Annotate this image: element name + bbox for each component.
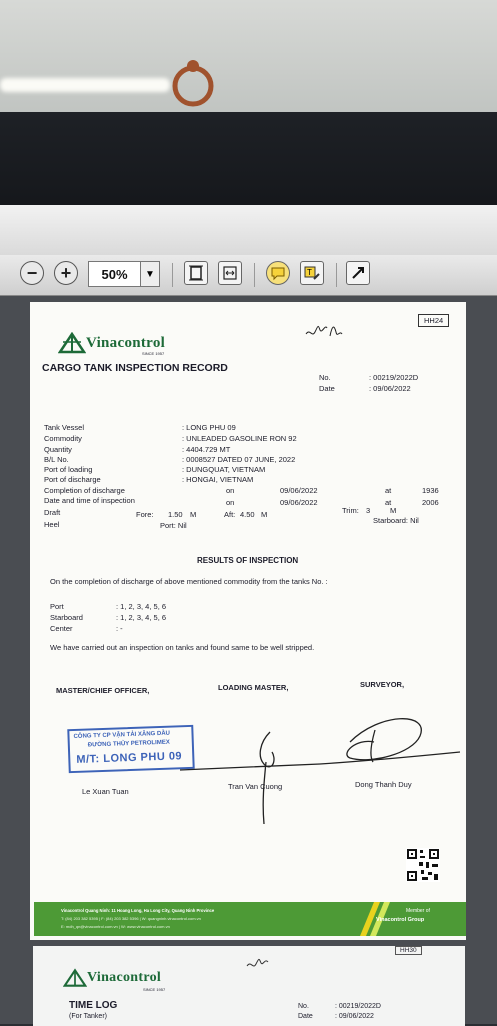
surveyor-name: Dong Thanh Duy <box>355 780 412 789</box>
port-discharge-value: : HONGAI, VIETNAM <box>182 475 254 484</box>
port-tanks: : 1, 2, 3, 4, 5, 6 <box>116 602 167 611</box>
trim-unit: M <box>390 506 397 515</box>
aft-label: Aft: <box>224 510 236 519</box>
starboard-heel: Starboard: Nil <box>373 516 419 525</box>
next-vinacontrol-logo <box>63 968 161 988</box>
pdf-page <box>30 302 466 940</box>
completion-label: Completion of discharge <box>44 486 125 495</box>
plus-circle-icon: + <box>60 262 72 283</box>
heel-label: Heel <box>44 520 60 529</box>
next-logo-name: Vinacontrol <box>87 970 162 985</box>
bl-value: : 0008527 DATED 07 JUNE, 2022 <box>182 455 296 464</box>
scales-logo-icon <box>58 332 86 354</box>
toolbar-divider <box>254 263 255 287</box>
no-label: No. <box>319 373 331 382</box>
next-page-subtitle: (For Tanker) <box>69 1013 107 1020</box>
aft-value: 4.50 <box>240 510 255 519</box>
logo-since: SINCE 1957 <box>142 351 165 356</box>
footer-member-of: Member of <box>406 908 430 914</box>
port-loading-value: : DUNGQUAT, VIETNAM <box>182 465 266 474</box>
next-page-tag: HH30 <box>395 946 422 955</box>
fore-unit: M <box>190 510 197 519</box>
footer-email: E: mdh_qn@vinacontrol.com.vn | W: www.vinacontrol.com.vn <box>61 924 170 929</box>
bl-label: B/L No. <box>44 455 69 464</box>
completion-time: 1936 <box>422 486 439 495</box>
results-title: RESULTS OF INSPECTION <box>197 556 299 565</box>
commodity-value: : UNLEADED GASOLINE RON 92 <box>182 434 297 443</box>
pdf-toolbar <box>0 255 497 296</box>
results-intro: On the completion of discharge of above mentioned commodity from the tanks No. : <box>50 577 328 586</box>
pdf-page-next <box>33 946 465 1026</box>
master-name: Le Xuan Tuan <box>82 787 129 796</box>
speech-bubble-icon <box>270 265 286 281</box>
handwritten-signatures <box>180 702 470 832</box>
tank-vessel-value: : LONG PHU 09 <box>182 423 236 432</box>
zoom-in-button[interactable] <box>54 261 78 285</box>
surveyor-label: SURVEYOR, <box>360 680 405 689</box>
logo-name: Vinacontrol <box>86 334 166 351</box>
expand-arrow-icon <box>350 265 366 281</box>
completion-date: 09/06/2022 <box>280 486 318 495</box>
date-label: Date <box>319 384 335 393</box>
trim-label: Trim: <box>342 506 359 515</box>
next-logo-since: SINCE 1957 <box>143 987 166 992</box>
vessel-stamp <box>67 725 194 773</box>
fit-page-icon <box>188 265 204 281</box>
port-heel: Port: Nil <box>160 521 187 530</box>
loading-master-name: Tran Van Cuong <box>228 782 283 791</box>
svg-text:T: T <box>307 268 312 277</box>
toolbar-divider <box>336 263 337 287</box>
aft-unit: M <box>261 510 268 519</box>
next-page-title: TIME LOG <box>69 1000 118 1011</box>
qr-code-icon <box>406 848 440 882</box>
starboard-tanks: : 1, 2, 3, 4, 5, 6 <box>116 613 167 622</box>
center-tanks: : - <box>116 624 123 633</box>
no-value: : 00219/2022D <box>369 373 419 382</box>
port-loading-label: Port of loading <box>44 465 93 474</box>
master-label: MASTER/CHIEF OFFICER, <box>56 686 150 695</box>
wall-ornament <box>166 52 220 112</box>
page-tag: HH24 <box>418 314 449 327</box>
inspection-at: at <box>385 498 392 507</box>
inspection-label: Date and time of inspection <box>44 496 135 505</box>
next-initials-signature <box>243 954 283 974</box>
completion-on: on <box>226 486 235 495</box>
next-date-label: Date <box>298 1013 313 1020</box>
footer-contact: T: (84) 203 382 5395 | F: (84) 203 382 5396 | W: quangninh.vinacontrol.com.vn <box>61 916 201 921</box>
toolbar-divider <box>172 263 173 287</box>
completion-at: at <box>385 486 392 495</box>
stamp-line-1: CÔNG TY CP VẬN TẢI XĂNG DẦU <box>73 730 171 740</box>
draft-label: Draft <box>44 508 61 517</box>
inspection-date: 09/06/2022 <box>280 498 318 507</box>
zoom-out-button[interactable] <box>20 261 44 285</box>
fore-label: Fore: <box>136 510 154 519</box>
port-discharge-label: Port of discharge <box>44 475 101 484</box>
zoom-value: 50% <box>101 266 128 282</box>
fullscreen-button[interactable] <box>346 261 370 285</box>
trim-value: 3 <box>366 506 371 515</box>
center-label: Center <box>50 624 73 633</box>
quantity-label: Quantity <box>44 445 72 454</box>
date-value: : 09/06/2022 <box>369 384 411 393</box>
inspection-statement: We have carried out an inspection on tanks and found same to be well stripped. <box>50 643 315 652</box>
initials-signature <box>302 316 352 346</box>
monitor-bezel <box>0 112 497 212</box>
quantity-value: : 4404.729 MT <box>182 445 231 454</box>
viewer-title-bar <box>0 205 497 257</box>
footer-address: Vinacontrol Quang Ninh: 11 Hoang Long, Ha Long City, Quang Ninh Province <box>61 908 215 913</box>
fit-width-button[interactable] <box>218 261 242 285</box>
tank-vessel-label: Tank Vessel <box>44 423 85 432</box>
footer-group: Vinacontrol Group <box>376 917 425 923</box>
inspection-on: on <box>226 498 235 507</box>
page-title: CARGO TANK INSPECTION RECORD <box>42 362 228 374</box>
stamp-line-2: ĐƯỜNG THỦY PETROLIMEX <box>87 739 170 749</box>
chevron-down-icon[interactable]: ▼ <box>140 262 159 286</box>
text-highlight-icon <box>304 265 320 281</box>
next-no-value: : 00219/2022D <box>335 1003 381 1010</box>
wall-background <box>0 0 497 120</box>
next-scales-logo-icon <box>63 968 87 988</box>
minus-circle-icon: − <box>26 262 38 283</box>
next-no-label: No. <box>298 1003 309 1010</box>
highlight-button[interactable] <box>300 261 324 285</box>
comment-button[interactable] <box>266 261 290 285</box>
page-footer <box>34 902 466 936</box>
next-date-value: : 09/06/2022 <box>335 1013 374 1020</box>
zoom-select[interactable] <box>88 261 160 287</box>
inspection-time: 2006 <box>422 498 439 507</box>
fit-page-button[interactable] <box>184 261 208 285</box>
commodity-label: Commodity <box>44 434 82 443</box>
starboard-label: Starboard <box>50 613 83 622</box>
loading-master-label: LOADING MASTER, <box>218 683 289 692</box>
ceiling-light <box>0 78 170 92</box>
fit-width-icon <box>222 265 238 281</box>
fore-value: 1.50 <box>168 510 183 519</box>
stamp-line-3: M/T: LONG PHU 09 <box>76 750 183 766</box>
port-label: Port <box>50 602 64 611</box>
